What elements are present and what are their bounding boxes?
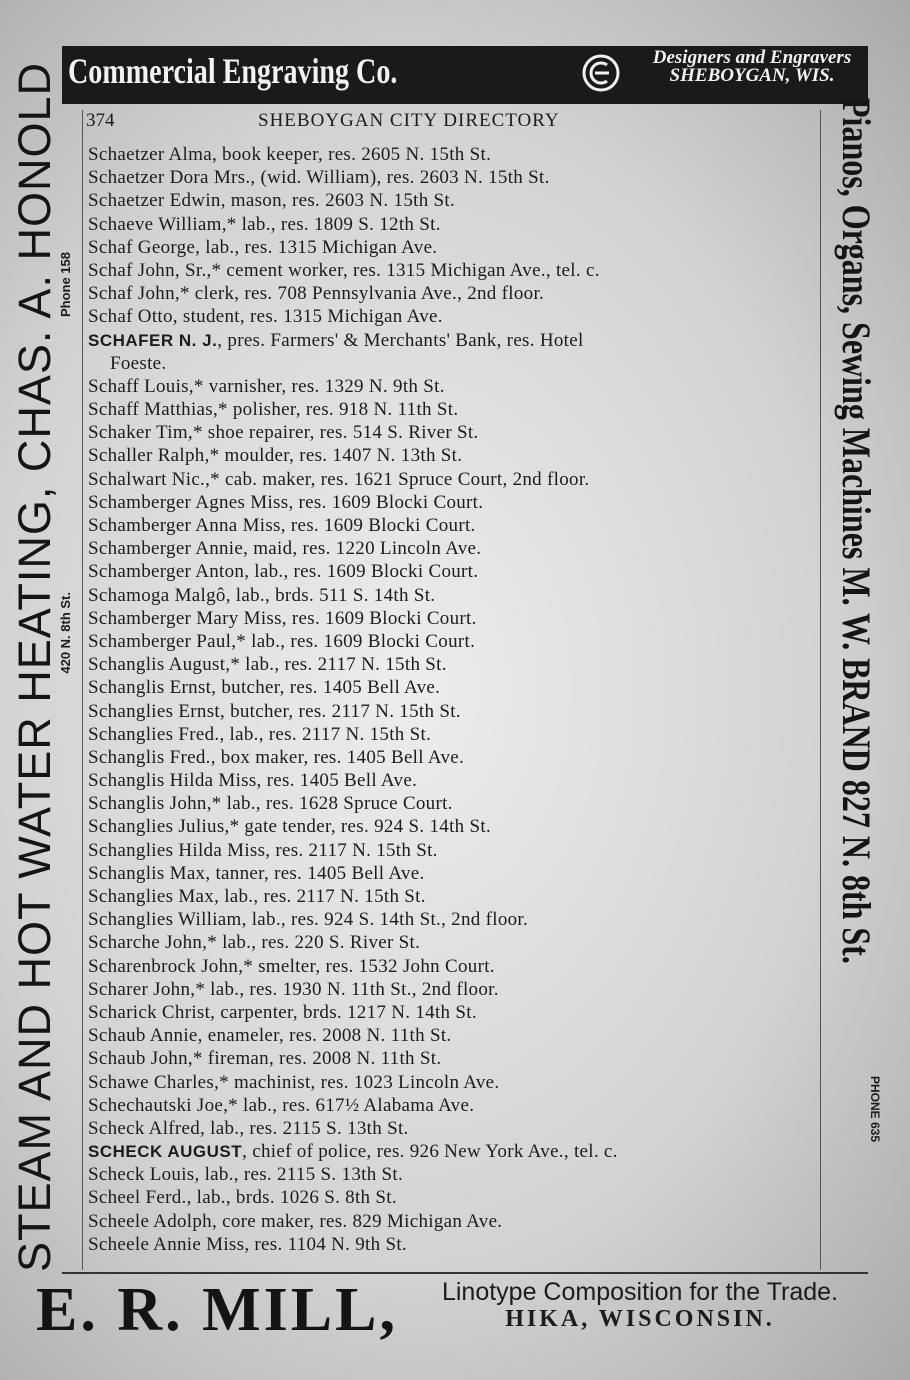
bottom-ad-name: E. R. MILL,: [36, 1276, 398, 1344]
directory-entry-text: Scheele Adolph, core maker, res. 829 Michigan Ave.: [88, 1210, 503, 1232]
directory-entry: [88, 1163, 823, 1186]
directory-entry-text: , chief of police, res. 926 New York Ave., tel. c.: [242, 1141, 618, 1163]
directory-entry-text: Schaff Louis,* varnisher, res. 1329 N. 9th St.: [88, 375, 445, 397]
left-ad-address: 420 N. 8th St.: [58, 592, 73, 674]
directory-entry-text: Schamoga Malgô, lab., brds. 511 S. 14th St.: [88, 584, 436, 606]
directory-entry-text: Scharenbrock John,* smelter, res. 1532 John Court.: [88, 955, 495, 977]
directory-entry-text: Schawe Charles,* machinist, res. 1023 Lincoln Ave.: [88, 1071, 500, 1093]
bottom-divider: [62, 1272, 868, 1274]
directory-entry: [88, 839, 823, 862]
directory-entry-text: Scheele Annie Miss, res. 1104 N. 9th St.: [88, 1233, 407, 1255]
directory-entry-text: Foeste.: [110, 352, 167, 374]
directory-entry-text: Schaeve William,* lab., res. 1809 S. 12th St.: [88, 213, 441, 235]
right-ad-phone: PHONE 635: [868, 1076, 882, 1143]
directory-entry-text: Scharer John,* lab., res. 1930 N. 11th St., 2nd floor.: [88, 978, 499, 1000]
directory-entries-list: [88, 143, 823, 1256]
directory-entry: [88, 1186, 823, 1209]
directory-entry: [88, 653, 823, 676]
directory-entry: [88, 908, 823, 931]
directory-entry-text: Schaf John,* clerk, res. 708 Pennsylvania Ave., 2nd floor.: [88, 283, 545, 305]
directory-entry: [88, 491, 823, 514]
directory-entry-text: Schanglies William, lab., res. 924 S. 14th St., 2nd floor.: [88, 909, 529, 931]
directory-entry: [88, 305, 823, 328]
directory-entry-text: Scharick Christ, carpenter, brds. 1217 N. 14th St.: [88, 1001, 477, 1023]
directory-entry: [88, 723, 823, 746]
directory-entry-text: Schaetzer Alma, book keeper, res. 2605 N. 15th St.: [88, 144, 492, 165]
directory-entry: [88, 213, 823, 236]
directory-entry-name-bold: SCHAFER N. J.: [88, 330, 218, 350]
top-advertisement-banner: [62, 46, 868, 104]
directory-entry-continuation: [88, 352, 823, 375]
directory-entry-text: Scheck Alfred, lab., res. 2115 S. 13th St.: [88, 1117, 409, 1139]
directory-entry: [88, 978, 823, 1001]
directory-entry: [88, 375, 823, 398]
directory-entry: [88, 259, 823, 282]
directory-entry-text: Schamberger Anton, lab., res. 1609 Blocki Court.: [88, 561, 479, 583]
directory-entry-text: Schanglies Ernst, butcher, res. 2117 N. 15th St.: [88, 700, 461, 722]
top-ad-company-name: Commercial Engraving Co.: [68, 51, 398, 91]
directory-entry-text: Schanglis August,* lab., res. 2117 N. 15th St.: [88, 654, 447, 676]
directory-entry-text: Schamberger Paul,* lab., res. 1609 Blocki Court.: [88, 630, 476, 652]
directory-entry: [88, 444, 823, 467]
right-ad-main-text: Pianos, Organs, Sewing Machines M. W. BRAND 827 N. 8th St.: [834, 98, 879, 964]
directory-entry: [88, 398, 823, 421]
directory-entry-text: Schamberger Mary Miss, res. 1609 Blocki Court.: [88, 607, 477, 629]
directory-entry-text: Schanglis Fred., box maker, res. 1405 Bell Ave.: [88, 746, 465, 768]
directory-entry: [88, 1233, 823, 1256]
directory-entry: [88, 282, 823, 305]
directory-entry: [88, 1094, 823, 1117]
directory-entry: [88, 792, 823, 815]
directory-entry-text: Scharche John,* lab., res. 220 S. River St.: [88, 932, 421, 954]
directory-entry-text: Schanglies Fred., lab., res. 2117 N. 15th St.: [88, 723, 432, 745]
directory-entry-text: Schaff Matthias,* polisher, res. 918 N. 11th St.: [88, 399, 459, 421]
directory-entry-text: , pres. Farmers' & Merchants' Bank, res. Hotel: [217, 329, 584, 351]
directory-entry-text: Schaub John,* fireman, res. 2008 N. 11th St.: [88, 1048, 442, 1070]
directory-entry-text: Schechautski Joe,* lab., res. 617½ Alabama Ave.: [88, 1094, 475, 1116]
directory-entry-text: Schanglis John,* lab., res. 1628 Spruce Court.: [88, 793, 453, 815]
bottom-ad-line1: Linotype Composition for the Trade.: [441, 1278, 839, 1306]
directory-entry: [88, 236, 823, 259]
left-vertical-advertisement: [9, 62, 84, 1272]
directory-entry-text: Schanglis Max, tanner, res. 1405 Bell Ave.: [88, 862, 425, 884]
directory-entry-text: Schamberger Anna Miss, res. 1609 Blocki Court.: [88, 515, 476, 536]
directory-entry: [88, 1210, 823, 1233]
directory-entry-text: Scheck Louis, lab., res. 2115 S. 13th St.: [88, 1164, 404, 1186]
left-ad-phone: Phone 158: [58, 252, 73, 318]
directory-entry-text: Schaf Otto, student, res. 1315 Michigan Ave.: [88, 306, 443, 328]
directory-entry-text: Schaf George, lab., res. 1315 Michigan Ave.: [88, 236, 438, 258]
directory-entry: [88, 514, 823, 537]
right-vertical-advertisement: [820, 98, 884, 1268]
directory-entry: [88, 560, 823, 583]
top-ad-tagline: [642, 49, 862, 85]
engraving-co-logo-icon: [582, 54, 620, 92]
directory-entry-text: Schaetzer Dora Mrs., (wid. William), res. 2603 N. 15th St.: [88, 167, 550, 189]
directory-entry: [88, 955, 823, 978]
directory-entry: [88, 166, 823, 189]
left-ad-main-text: STEAM AND HOT WATER HEATING, CHAS. A. HONOLD: [9, 62, 60, 1272]
directory-entry: [88, 700, 823, 723]
directory-entry: [88, 1001, 823, 1024]
directory-entry-text: Schamberger Annie, maid, res. 1220 Lincoln Ave.: [88, 538, 482, 560]
directory-entry-text: Schaller Ralph,* moulder, res. 1407 N. 13th St.: [88, 445, 463, 467]
directory-entry: [88, 189, 823, 212]
page-number: 374: [86, 110, 115, 131]
directory-entry-text: Schaker Tim,* shoe repairer, res. 514 S. River St.: [88, 422, 479, 444]
directory-entry-text: Schamberger Agnes Miss, res. 1609 Blocki Court.: [88, 491, 484, 513]
bottom-ad-line2: HIKA, WISCONSIN.: [505, 1306, 775, 1332]
directory-entry: [88, 630, 823, 653]
directory-entry-name-bold: SCHECK AUGUST: [88, 1142, 243, 1162]
page-title: SHEBOYGAN CITY DIRECTORY: [258, 110, 560, 131]
directory-entry: [88, 931, 823, 954]
directory-entry: [88, 468, 823, 491]
directory-entry-text: Schanglis Hilda Miss, res. 1405 Bell Ave.: [88, 770, 418, 792]
directory-entry-text: Schanglis Ernst, butcher, res. 1405 Bell Ave.: [88, 677, 441, 699]
directory-entry: [88, 1140, 823, 1163]
directory-entry-text: Scheel Ferd., lab., brds. 1026 S. 8th St.: [88, 1187, 397, 1209]
directory-entry: [88, 676, 823, 699]
directory-entry: [88, 1047, 823, 1070]
directory-entry-text: Schaetzer Edwin, mason, res. 2603 N. 15th St.: [88, 190, 456, 212]
directory-entry: [88, 1024, 823, 1047]
directory-entry-text: Schalwart Nic.,* cab. maker, res. 1621 Spruce Court, 2nd floor.: [88, 468, 590, 490]
directory-entry: [88, 329, 823, 352]
directory-entry-text: Schaub Annie, enameler, res. 2008 N. 11th St.: [88, 1025, 452, 1047]
directory-entry: [88, 862, 823, 885]
directory-entry: [88, 1117, 823, 1140]
directory-entry: [88, 815, 823, 838]
page-header: [86, 110, 686, 136]
directory-entry: [88, 607, 823, 630]
top-ad-tagline-line1: Designers and Engravers: [652, 47, 852, 68]
directory-entry: [88, 1071, 823, 1094]
directory-entry: [88, 769, 823, 792]
directory-entry-text: Schanglies Julius,* gate tender, res. 924 S. 14th St.: [88, 816, 492, 838]
directory-entry-text: Schaf John, Sr.,* cement worker, res. 1315 Michigan Ave., tel. c.: [88, 259, 600, 281]
directory-entry: [88, 885, 823, 908]
directory-entry: [88, 584, 823, 607]
directory-entry: [88, 746, 823, 769]
directory-entry: [88, 537, 823, 560]
directory-entry: [88, 421, 823, 444]
directory-entry: [88, 143, 823, 166]
directory-entry-text: Schanglies Hilda Miss, res. 2117 N. 15th St.: [88, 839, 438, 861]
top-ad-tagline-line2: SHEBOYGAN, WIS.: [669, 65, 835, 86]
directory-entry-text: Schanglies Max, lab., res. 2117 N. 15th St.: [88, 886, 426, 907]
